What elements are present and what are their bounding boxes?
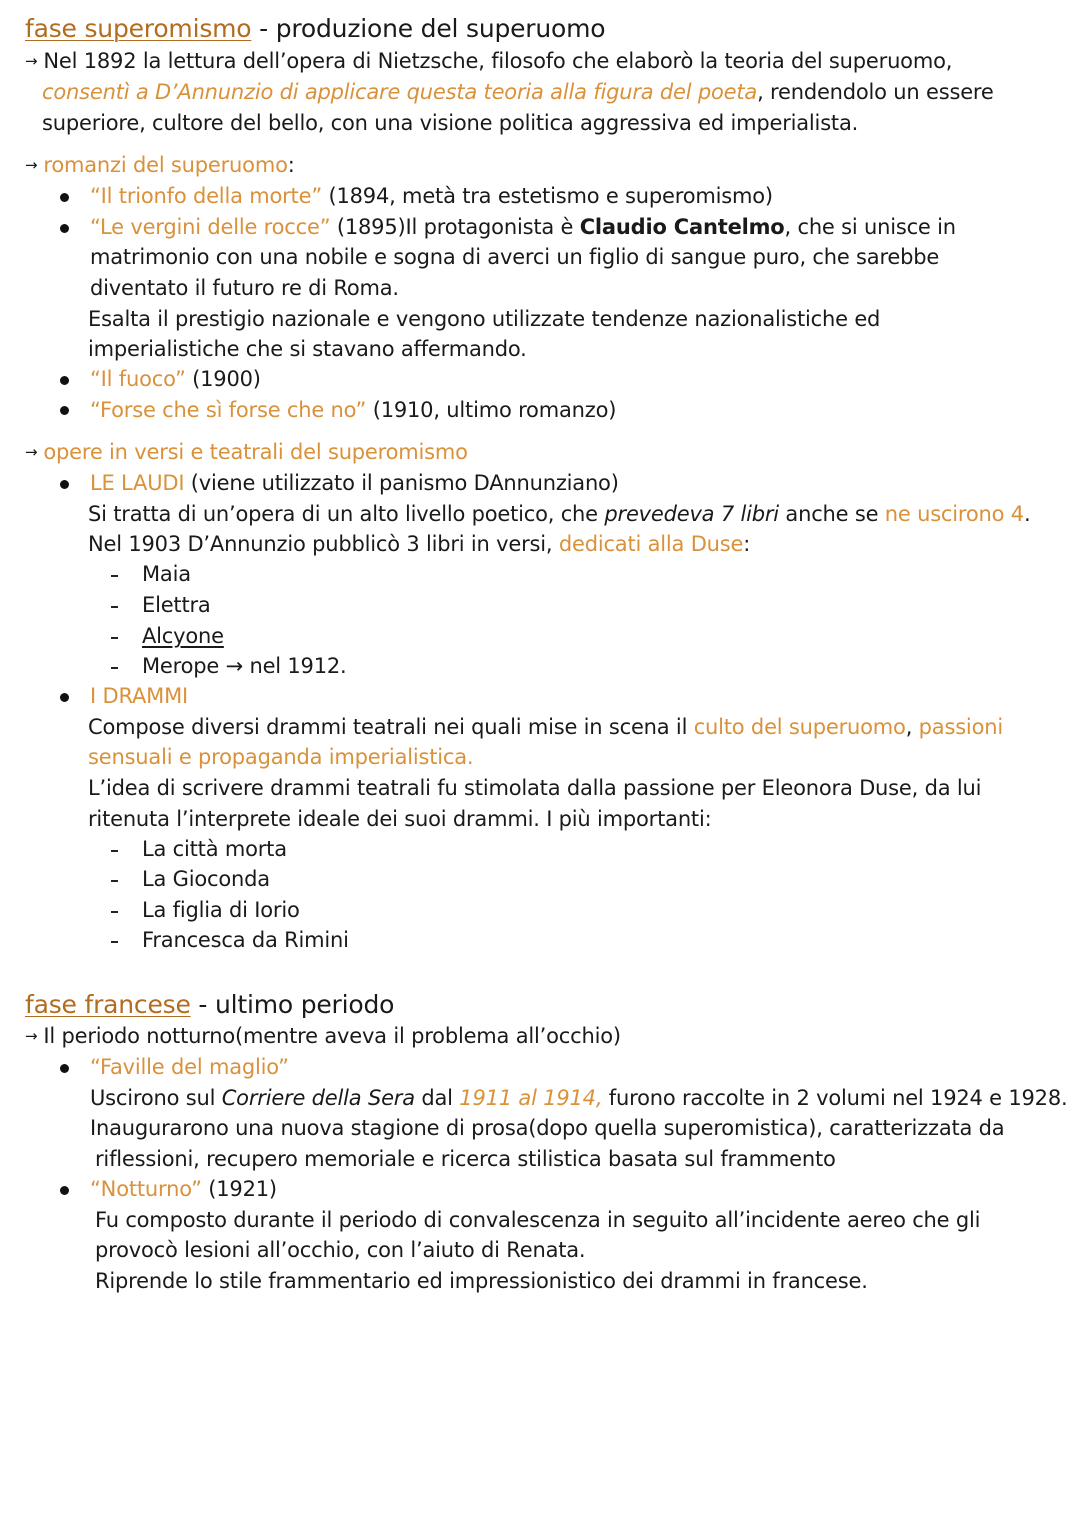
laudi-line-2: Nel 1903 D’Annunzio pubblicò 3 libri in versi, dedicati alla Duse: <box>88 532 751 556</box>
dash-icon <box>111 606 118 608</box>
romanzo-2-line-3: diventato il futuro re di Roma. <box>90 276 399 300</box>
romanzo-2-line-5: imperialistiche che si stavano affermando. <box>88 337 527 361</box>
libro-item: Elettra <box>142 593 211 617</box>
notturno-line-1: Fu composto durante il periodo di convalescenza in seguito all’incidente aereo che gli <box>95 1208 981 1232</box>
bullet-icon <box>60 693 69 702</box>
dash-icon <box>111 637 118 639</box>
bullet-icon <box>60 1186 69 1195</box>
faville-line-2: Inaugurarono una nuova stagione di prosa(dopo quella superomistica), caratterizzata da <box>90 1116 1005 1140</box>
laudi-line-1: Si tratta di un’opera di un alto livello poetico, che prevedeva 7 libri anche se ne uscirono 4. <box>88 502 1031 526</box>
drammi-line-1: Compose diversi drammi teatrali nei quali mise in scena il culto del superuomo, passioni <box>88 715 1003 739</box>
opere-heading: → opere in versi e teatrali del superomismo <box>25 440 468 464</box>
arrow-icon: → <box>25 52 38 70</box>
dash-icon <box>111 667 118 669</box>
dash-icon <box>111 911 118 913</box>
dramma-item: La Gioconda <box>142 867 270 891</box>
libro-item: Merope → nel 1912. <box>142 654 347 678</box>
romanzo-item-2: “Le vergini delle rocce” (1895)Il protagonista è Claudio Cantelmo, che si unisce in <box>90 215 956 239</box>
romanzo-2-line-2: matrimonio con una nobile e sogna di averci un figlio di sangue puro, che sarebbe <box>90 245 940 269</box>
bullet-icon <box>60 224 69 233</box>
arrow-icon: → <box>25 443 38 461</box>
dash-icon <box>111 575 118 577</box>
intro-line-2: consentì a D’Annunzio di applicare questa teoria alla figura del poeta, rendendolo un essere <box>42 80 994 104</box>
romanzo-item-4: “Forse che sì forse che no” (1910, ultimo romanzo) <box>90 398 617 422</box>
dash-icon <box>111 880 118 882</box>
libro-item: Alcyone <box>142 624 224 648</box>
dramma-item: Francesca da Rimini <box>142 928 349 952</box>
drammi-line-4: ritenuta l’interprete ideale dei suoi drammi. I più importanti: <box>88 807 712 831</box>
intro-line-1: → Nel 1892 la lettura dell’opera di Nietzsche, filosofo che elaborò la teoria del superuomo, <box>25 49 953 73</box>
dramma-item: La città morta <box>142 837 287 861</box>
dash-icon <box>111 941 118 943</box>
bullet-icon <box>60 406 69 415</box>
drammi-line-2: sensuali e propaganda imperialistica. <box>88 745 474 769</box>
drammi-title: I DRAMMI <box>90 684 188 708</box>
romanzo-item-1: “Il trionfo della morte” (1894, metà tra estetismo e superomismo) <box>90 184 773 208</box>
faville-title: “Faville del maglio” <box>90 1055 289 1079</box>
laudi-title: LE LAUDI (viene utilizzato il panismo DAnnunziano) <box>90 471 619 495</box>
romanzi-heading: → romanzi del superuomo: <box>25 153 295 177</box>
faville-line-3: riflessioni, recupero memoriale e ricerca stilistica basata sul frammento <box>95 1147 836 1171</box>
bullet-icon <box>60 1064 69 1073</box>
bullet-icon <box>60 193 69 202</box>
notturno-title: “Notturno” (1921) <box>90 1177 277 1201</box>
arrow-icon: → <box>25 1027 38 1045</box>
romanzo-item-3: “Il fuoco” (1900) <box>90 367 261 391</box>
bullet-icon <box>60 376 69 385</box>
section-title-francese: fase francese - ultimo periodo <box>25 990 395 1019</box>
romanzo-2-line-4: Esalta il prestigio nazionale e vengono utilizzate tendenze nazionalistiche ed <box>88 307 881 331</box>
dash-icon <box>111 850 118 852</box>
libro-item: Maia <box>142 562 191 586</box>
notturno-line-3: Riprende lo stile frammentario ed impressionistico dei drammi in francese. <box>95 1269 868 1293</box>
faville-line-1: Uscirono sul Corriere della Sera dal 1911 al 1914, furono raccolte in 2 volumi nel 1924 e 1928. <box>90 1086 1068 1110</box>
bullet-icon <box>60 480 69 489</box>
drammi-line-3: L’idea di scrivere drammi teatrali fu stimolata dalla passione per Eleonora Duse, da lui <box>88 776 982 800</box>
notturno-line-2: provocò lesioni all’occhio, con l’aiuto di Renata. <box>95 1238 586 1262</box>
arrow-icon: → <box>25 156 38 174</box>
intro-line-3: superiore, cultore del bello, con una visione politica aggressiva ed imperialista. <box>42 111 859 135</box>
section-title-superomismo: fase superomismo - produzione del superuomo <box>25 14 606 43</box>
dramma-item: La figlia di Iorio <box>142 898 300 922</box>
francese-intro: → Il periodo notturno(mentre aveva il problema all’occhio) <box>25 1024 621 1048</box>
